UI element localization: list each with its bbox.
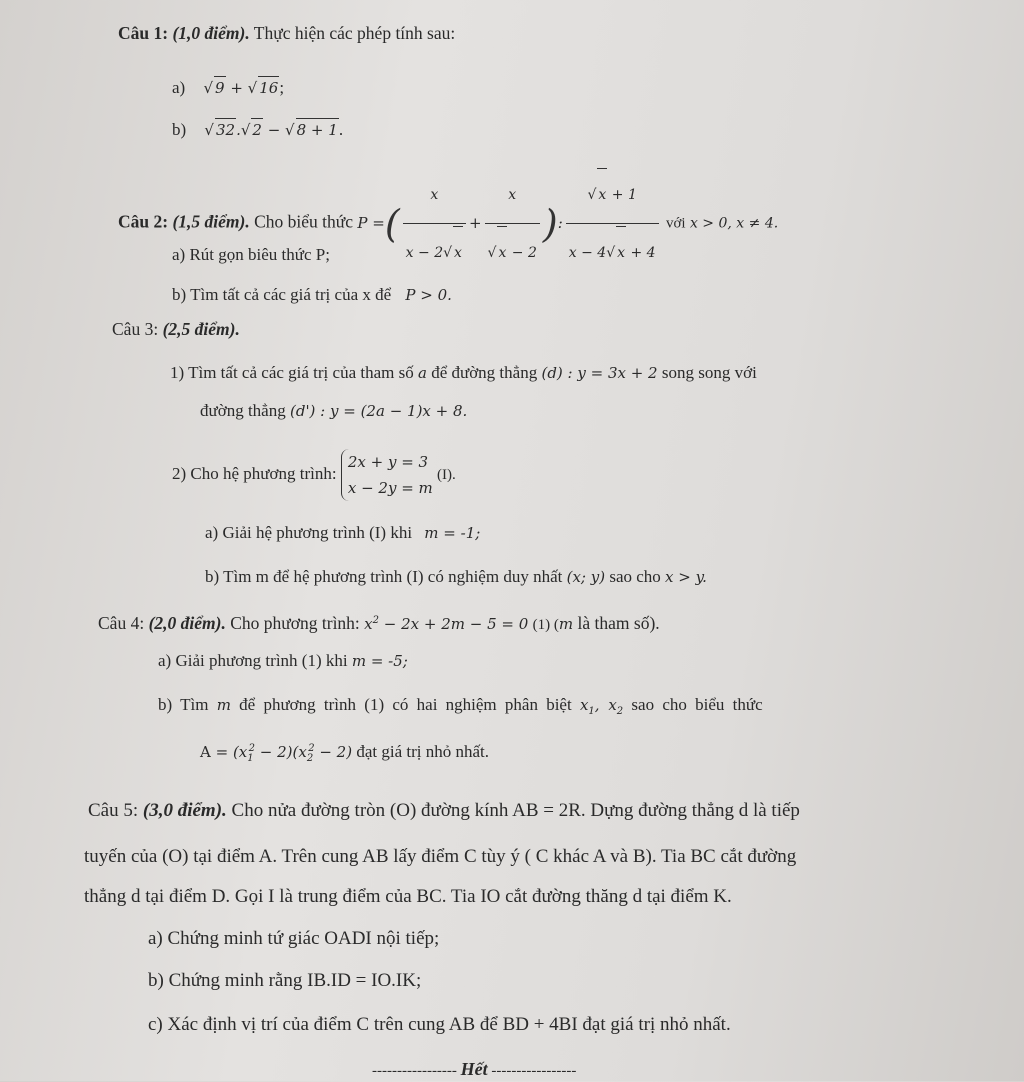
q2-expression-p: P =( $\frac{x}{x - 2√ x}$ + $\frac{x}{√ x - 2}$ ): $\frac{√ x + 1}{x - 4√ x + 4}$ xyxy=(357,214,661,232)
q4-points: (2,0 điểm). xyxy=(148,613,226,633)
q5-part-c: c) Xác định vị trí của điểm C trên cung AB để BD + 4BI đạt giá trị nhỏ nhất. xyxy=(148,1014,731,1035)
q3-points: (2,5 điểm). xyxy=(162,319,240,339)
q5-line-2: tuyến của (O) tại điểm A. Trên cung AB lấy điểm C tùy ý ( C khác A và B). Tia BC cắt đường xyxy=(84,846,797,867)
q1-part-b: b) √ 32.√ 2 − √ 8 + 1. xyxy=(172,120,344,139)
q1-title: Câu 1: xyxy=(118,23,169,43)
question-3-heading xyxy=(112,318,240,340)
question-4-heading: Câu 4: (2,0 điểm). Cho phương trình: $x^2 - 2x + 2m - 5 = 0$ (1) (m là tham số). xyxy=(98,613,660,633)
q5-part-a: a) Chứng minh tứ giác OADI nội tiếp; xyxy=(148,928,440,949)
q4-part-a: a) Giải phương trình (1) khi m = -5; xyxy=(158,651,408,670)
q3-part-1-cont: đường thẳng (d') : y = (2a − 1)x + 8. xyxy=(200,401,468,420)
q5-line-3: thẳng d tại điểm D. Gọi I là trung điểm của BC. Tia IO cắt đường thăng d tại điểm K. xyxy=(84,886,732,907)
q5-title: Câu 5: xyxy=(88,800,139,821)
q3-part-2: 2) Cho hệ phương trình: 2x + y = 3 x − 2y = m (I). xyxy=(172,446,456,503)
q3-part-1: 1) Tìm tất cả các giá trị của tham số a để đường thẳng (d) : y = 3x + 2 song song với xyxy=(170,363,757,382)
question-5-heading xyxy=(88,800,800,822)
q2-b-expression: P > 0. xyxy=(405,286,452,304)
end-marker xyxy=(372,1058,576,1082)
q2-title: Câu 2: xyxy=(118,211,169,232)
q3-title: Câu 3: xyxy=(112,319,159,339)
q1-a-label: a) xyxy=(172,78,186,97)
q4-title: Câu 4: xyxy=(98,613,145,633)
q1-prompt: Thực hiện các phép tính sau: xyxy=(253,23,456,43)
q2-part-b: b) Tìm tất cả các giá trị của x để P > 0. xyxy=(172,285,452,304)
question-1-heading xyxy=(118,22,455,44)
q4-part-b: b) Tìm m để phương trình (1) có hai nghiệm phân biệt $x_1$, $x_2$ sao cho biểu thức xyxy=(158,695,763,717)
q4-prompt: Cho phương trình: xyxy=(230,613,360,633)
q4-equation: $x^2 - 2x + 2m - 5 = 0$ xyxy=(364,615,529,633)
q5-part-b: b) Chứng minh rằng IB.ID = IO.IK; xyxy=(148,970,422,991)
end-label: Hết xyxy=(460,1059,488,1079)
q5-points: (3,0 điểm). xyxy=(142,800,227,821)
q1-b-label: b) xyxy=(172,120,187,139)
q2-points: (1,5 điểm). xyxy=(172,211,250,232)
q1-part-a: a) √ 9 + √ 16; xyxy=(172,78,285,97)
q3-line-d: (d) : y = 3x + 2 xyxy=(541,364,658,382)
q5-line-1: Cho nửa đường tròn (O) đường kính AB = 2R. Dựng đường thẳng d là tiếp xyxy=(231,800,800,821)
q3-system-label: (I). xyxy=(437,467,456,483)
q2-part-a: a) Rút gọn biêu thức P; xyxy=(172,245,330,264)
q1-a-expression: √ 9 + √ 16 xyxy=(203,79,279,97)
end-dashes-left: ----------------- xyxy=(372,1063,457,1079)
q3-part-2a: a) Giải hệ phương trình (I) khi m = -1; xyxy=(205,523,481,542)
q3-part-2b: b) Tìm m để hệ phương trình (I) có nghiệm duy nhất (x; y) sao cho x > y. xyxy=(205,567,707,586)
q3-equation-system: 2x + y = 3 x − 2y = m xyxy=(341,449,433,501)
q4-part-b-cont: $A = (x_1^2 - 2)(x_2^2 - 2)$ đạt giá trị nhỏ nhất. xyxy=(200,742,489,764)
q2-condition: x > 0, x ≠ 4. xyxy=(689,215,779,232)
q2-prompt: Cho biểu thức xyxy=(254,211,354,232)
q1-points: (1,0 điểm). xyxy=(172,23,250,43)
q2-condition-word: với xyxy=(665,215,686,232)
q3-line-d-prime: (d') : y = (2a − 1)x + 8. xyxy=(289,402,468,420)
q1-b-expression: √ 32.√ 2 − √ 8 + 1 xyxy=(204,121,338,139)
end-dashes-right: ----------------- xyxy=(491,1063,577,1079)
